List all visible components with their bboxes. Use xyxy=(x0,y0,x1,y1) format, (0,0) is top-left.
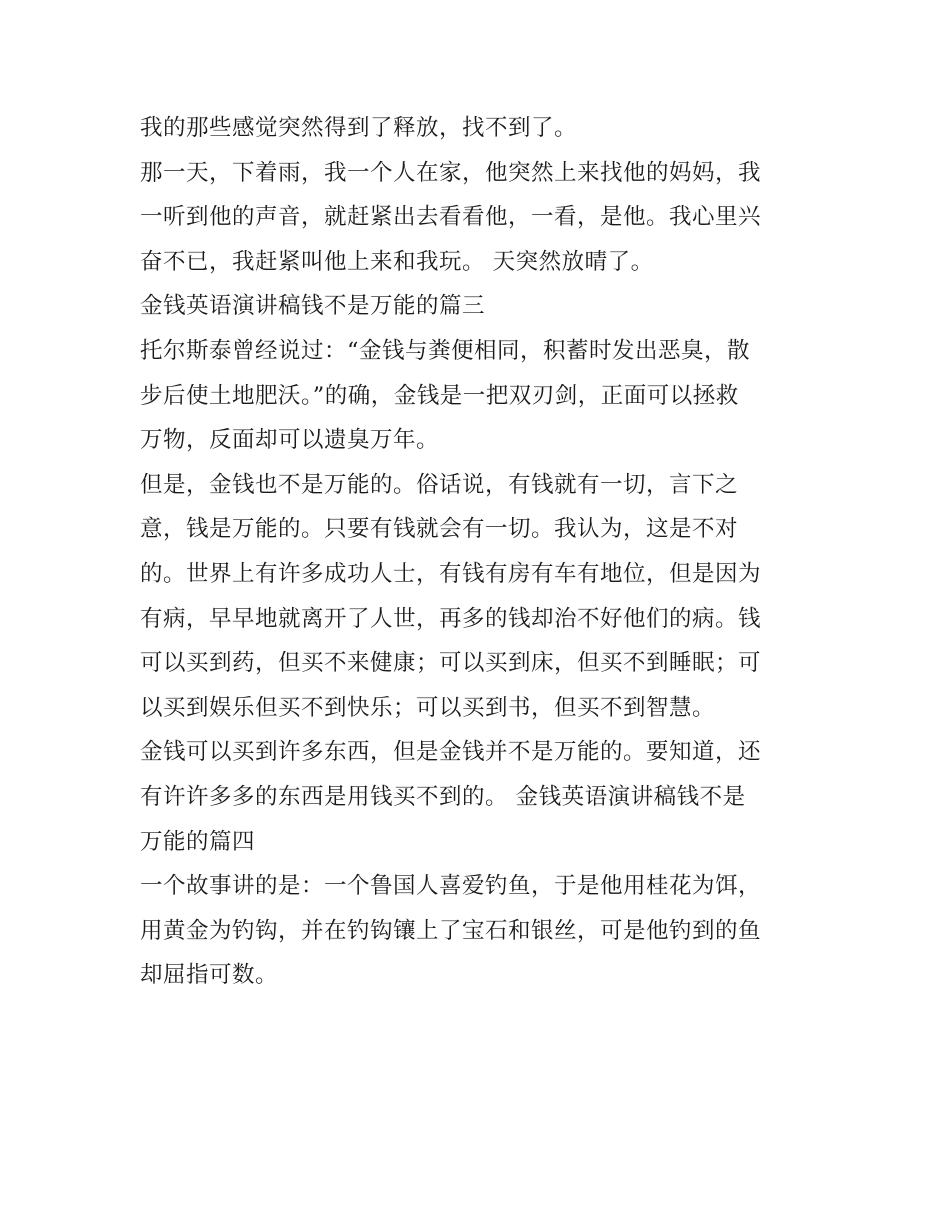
text-line: 奋不已，我赶紧叫他上来和我玩。 天突然放晴了。 xyxy=(140,248,654,275)
text-line: 一听到他的声音，就赶紧出去看看他，一看，是他。我心里兴 xyxy=(140,204,762,231)
text-line: 可以买到药，但买不来健康；可以买到床，但买不到睡眠；可 xyxy=(140,650,762,677)
text-line: 意，钱是万能的。只要有钱就会有一切。我认为，这是不对 xyxy=(140,516,739,543)
text-line: 有病，早早地就离开了人世，再多的钱却治不好他们的病。钱 xyxy=(140,605,762,632)
text-line: 我的那些感觉突然得到了释放，找不到了。 xyxy=(140,115,578,141)
text-line: 那一天，下着雨，我一个人在家，他突然上来找他的妈妈，我 xyxy=(140,159,762,186)
text-line: 但是，金钱也不是万能的。俗话说，有钱就有一切，言下之 xyxy=(140,471,739,498)
text-line: 以买到娱乐但买不到快乐；可以买到书，但买不到智慧。 xyxy=(140,694,716,721)
text-line: 万能的篇四 xyxy=(140,828,256,855)
text-line: 金钱可以买到许多东西，但是金钱并不是万能的。要知道，还 xyxy=(140,739,762,766)
text-line: 万物，反面却可以遗臭万年。 xyxy=(140,427,440,454)
text-line: 的。世界上有许多成功人士，有钱有房有车有地位，但是因为 xyxy=(140,560,762,587)
text-line: 却屈指可数。 xyxy=(140,962,279,989)
section-heading: 金钱英语演讲稿钱不是万能的篇三 xyxy=(140,293,486,320)
text-line: 托尔斯泰曾经说过：“金钱与粪便相同，积蓄时发出恶臭，散 xyxy=(140,337,751,364)
document-body xyxy=(140,106,820,998)
text-line: 用黄金为钓钩，并在钓钩镶上了宝石和银丝，可是他钓到的鱼 xyxy=(140,917,762,944)
text-line: 有许许多多的东西是用钱买不到的。 金钱英语演讲稿钱不是 xyxy=(140,783,746,810)
text-line: 步后使土地肥沃。”的确，金钱是一把双刃剑，正面可以拯救 xyxy=(140,382,739,409)
text-line: 一个故事讲的是：一个鲁国人喜爱钓鱼，于是他用桂花为饵， xyxy=(140,873,762,900)
